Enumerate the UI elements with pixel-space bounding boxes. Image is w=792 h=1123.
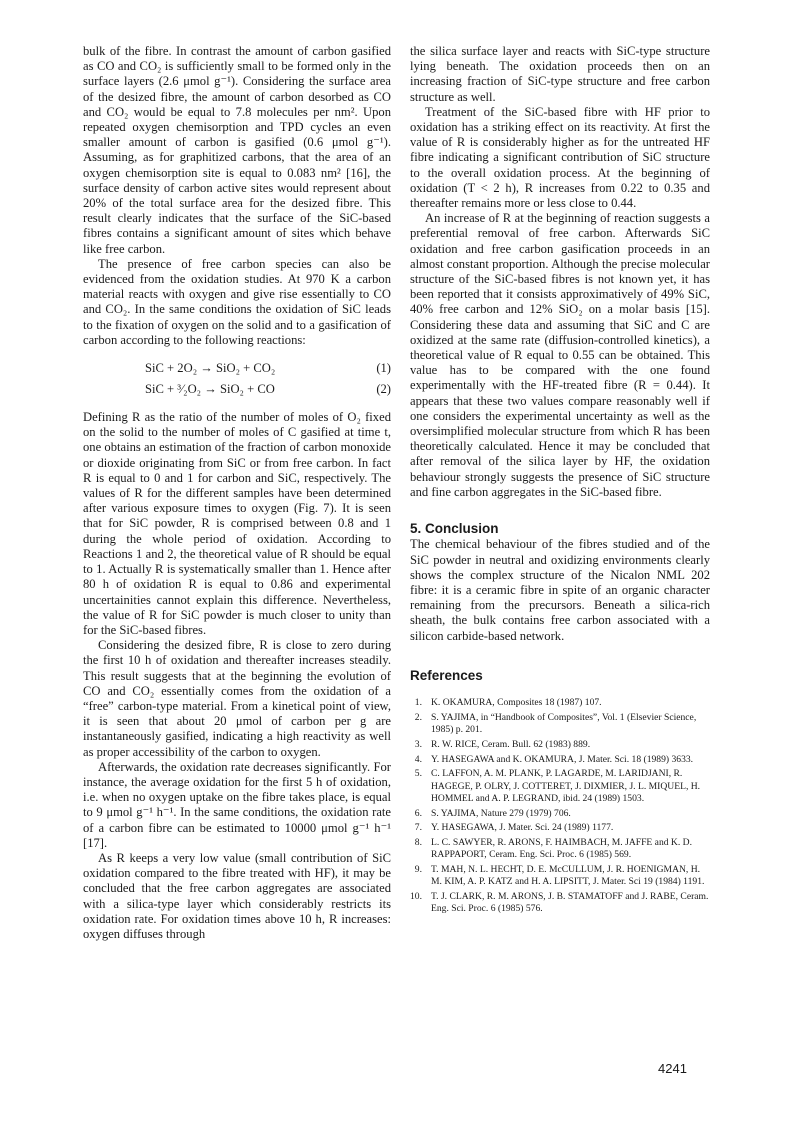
reference-item <box>410 822 710 834</box>
equation-text: SiC + 2O₂ → SiO₂ + CO₂ <box>145 361 276 376</box>
reference-item <box>410 712 710 736</box>
conclusion-paragraph: The chemical behaviour of the fibres studied and of the SiC powder in neutral and oxidizing environments clearly shows the complex structure of the Nicalon NML 202 fibre: it is a ceramic fibre in spite of an organic character remaining from the precursors. Beneath a silica-rich sheath, the bulk contains free carbon associated with a silicon carbide-based network. <box>410 537 710 643</box>
reference-text: R. W. RICE, Ceram. Bull. 62 (1983) 889. <box>431 738 591 750</box>
reference-text: K. OKAMURA, Composites 18 (1987) 107. <box>431 696 602 708</box>
equation-1 <box>83 358 391 379</box>
paragraph: Treatment of the SiC-based fibre with HF prior to oxidation has a striking effect on its reactivity. At first the value of R is considerably higher as for the untreated HF fibre indicating a significant contribution of SiC structure to the overall oxidation process. At the beginning of oxidation (T < 2 h), R increases from 0.22 to 0.35 and thereafter remains more or less close to 0.44. <box>410 104 710 211</box>
reference-number: 5. <box>414 768 422 780</box>
reference-text: L. C. SAWYER, R. ARONS, F. HAIMBACH, M. JAFFE and K. D. RAPPAPORT, Ceram. Eng. Sci. Proc. 6 (1985) 569. <box>431 837 692 861</box>
references-heading: References <box>410 667 483 683</box>
reference-item <box>410 768 710 805</box>
reference-text: Y. HASEGAWA and K. OKAMURA, J. Mater. Sci. 18 (1989) 3633. <box>431 753 694 765</box>
paragraph: the silica surface layer and reacts with SiC-type structure lying beneath. The oxidation proceeds then on an increasing fraction of SiC-type structure and free carbon structure as well. <box>410 44 710 104</box>
paragraph: As R keeps a very low value (small contribution of SiC oxidation compared to the fibre treated with HF), it may be concluded that the free carbon aggregates are associated with a silica-type layer which considerably restricts its oxidation rate. For oxidation times above 10 h, R increases: oxygen diffuses through <box>83 850 391 941</box>
reference-text: S. YAJIMA, in “Handbook of Composites”, Vol. 1 (Elsevier Science, 1985) p. 201. <box>431 711 697 735</box>
reference-text: C. LAFFON, A. M. PLANK, P. LAGARDE, M. LARIDJANI, R. HAGEGE, P. OLRY, J. COTTERET, J. DIXMIER, J. L. MIQUEL, H. HOMMEL and A. P. LEGRAND, ibid. 24 (1989) 1503. <box>431 768 701 804</box>
page-number: 4241 <box>658 1061 687 1076</box>
reference-item <box>410 754 710 766</box>
reference-number: 7. <box>414 822 422 834</box>
paragraph: Defining R as the ratio of the number of moles of O₂ fixed on the solid to the number of moles of C gasified at time t, one obtains an estimation of the fraction of carbon monoxide or dioxide originating from SiC or from free carbon. In fact R is equal to 0 and 1 for carbon and SiC, respectively. The values of R for the different samples have been determined after various exposure times to oxygen (Fig. 7). It is seen that for SiC powder, R is comprised between 0.8 and 1 during the whole period of oxidation. According to Reactions 1 and 2, the theoretical value of R should be equal to 1. Actually R is systematically smaller than 1. Hence after 80 h of oxidation R is equal to 0.86 and experimental uncertainities cannot explain this difference. Nevertheless, the value of R for SiC powder is much closer to unity than for the SiC-based fibres. <box>83 410 391 637</box>
reference-text: Y. HASEGAWA, J. Mater. Sci. 24 (1989) 1177. <box>431 822 614 834</box>
reference-list <box>410 697 710 916</box>
reference-text: T. J. CLARK, R. M. ARONS, J. B. STAMATOFF and J. RABE, Ceram. Eng. Sci. Proc. 6 (1985) 576. <box>431 891 709 915</box>
reference-text: S. YAJIMA, Nature 279 (1979) 706. <box>431 807 571 819</box>
paragraph: bulk of the fibre. In contrast the amount of carbon gasified as CO and CO₂ is sufficiently small to be formed only in the surface layers (2.6 μmol g⁻¹). Considering the surface area of the desized fibre, the amount of carbon desorbed as CO and CO₂ would be equal to 7.8 molecules per nm². Upon repeated oxygen chemisorption and TPD cycles an even smaller amount of carbon is gasified (0.6 μmol g⁻¹). Assuming, as for graphitized carbons, that the area of an oxygen chemisorption site is equal to 0.083 nm² [16], the surface density of carbon active sites would represent about 20% of the total surface area for the desized fibre. This result clearly indicates that the surface of the SiC-based fibres contains a significant amount of sites which behave like free carbon. <box>83 44 391 256</box>
reference-number: 9. <box>414 864 422 876</box>
paragraph: The presence of free carbon species can also be evidenced from the oxidation studies. At 970 K a carbon material reacts with oxygen and give rise essentially to CO and CO₂. In the same conditions the oxidation of SiC leads to the fixation of oxygen on the solid and to a gasification of carbon according to the following reactions: <box>83 256 391 347</box>
paragraph: An increase of R at the beginning of reaction suggests a preferential removal of free carbon. Afterwards SiC oxidation and free carbon gasification proceeds in an almost constant proportion. Although the precise molecular structure of the SiC-based fibres is not known yet, it has been reported that it consists approximatively of 49% SiC, 40% free carbon and 12% SiO₂ on a molar basis [15]. Considering these data and assuming that SiC and C are oxidized at the same rate (diffusion-controlled kinetics), a theoretical value of R equal to 0.55 can be obtained. This value has to be compared with the one found experimentally with the HF-treated fibre (R = 0.44). It appears that these two values compare reasonably well if one considers the experimental uncertainty as well as the oversimplified molecular structure from which R has been theoretically calculated. Hence it may be concluded that after removal of the silica layer by HF, the oxidation behaviour strongly suggests the presence of SiC structure and fine carbon aggregates in the SiC-based fibre. <box>410 211 710 499</box>
reaction-equations <box>83 358 391 400</box>
conclusion-heading: 5. Conclusion <box>410 521 499 537</box>
reference-item <box>410 864 710 888</box>
reference-item <box>410 808 710 820</box>
reference-number: 3. <box>414 738 422 750</box>
paragraph: Considering the desized fibre, R is close to zero during the first 10 h of oxidation and thereafter increases steadily. This result suggests that at the beginning the evolution of CO and CO₂ essentially comes from the oxidation of a “free” carbon-type material. From a kinetical point of view, it is seen that about 20 μmol of carbon per g are instantaneously gasified, indicating a high reactivity as well as proper accessibility of the carbon to oxygen. <box>83 638 391 759</box>
equation-number: (1) <box>376 361 391 376</box>
reference-number: 4. <box>414 753 422 765</box>
reference-number: 10. <box>410 891 422 903</box>
reference-item <box>410 837 710 861</box>
equation-2 <box>83 379 391 400</box>
equation-number: (2) <box>376 382 391 397</box>
reference-item <box>410 891 710 915</box>
reference-text: T. MAH, N. L. HECHT, D. E. McCULLUM, J. R. HOENIGMAN, H. M. KIM, A. P. KATZ and H. A. LIPSITT, J. Mater. Sci 19 (1984) 1191. <box>431 864 705 888</box>
reference-number: 1. <box>414 696 422 708</box>
reference-number: 2. <box>414 711 422 723</box>
reference-item <box>410 739 710 751</box>
right-column <box>410 44 710 918</box>
reference-number: 6. <box>414 807 422 819</box>
equation-text: SiC + ³⁄₂O₂ → SiO₂ + CO <box>145 382 275 397</box>
paragraph: Afterwards, the oxidation rate decreases significantly. For instance, the average oxidation for the first 5 h of oxidation, i.e. when no oxygen uptake on the fibre takes place, is equal to 9 μmol g⁻¹ h⁻¹. In the same conditions, the oxidation rate of a carbon fibre can be estimated to 10000 μmol g⁻¹ h⁻¹ [17]. <box>83 759 391 850</box>
reference-number: 8. <box>414 837 422 849</box>
left-column <box>83 44 391 942</box>
reference-item <box>410 697 710 709</box>
